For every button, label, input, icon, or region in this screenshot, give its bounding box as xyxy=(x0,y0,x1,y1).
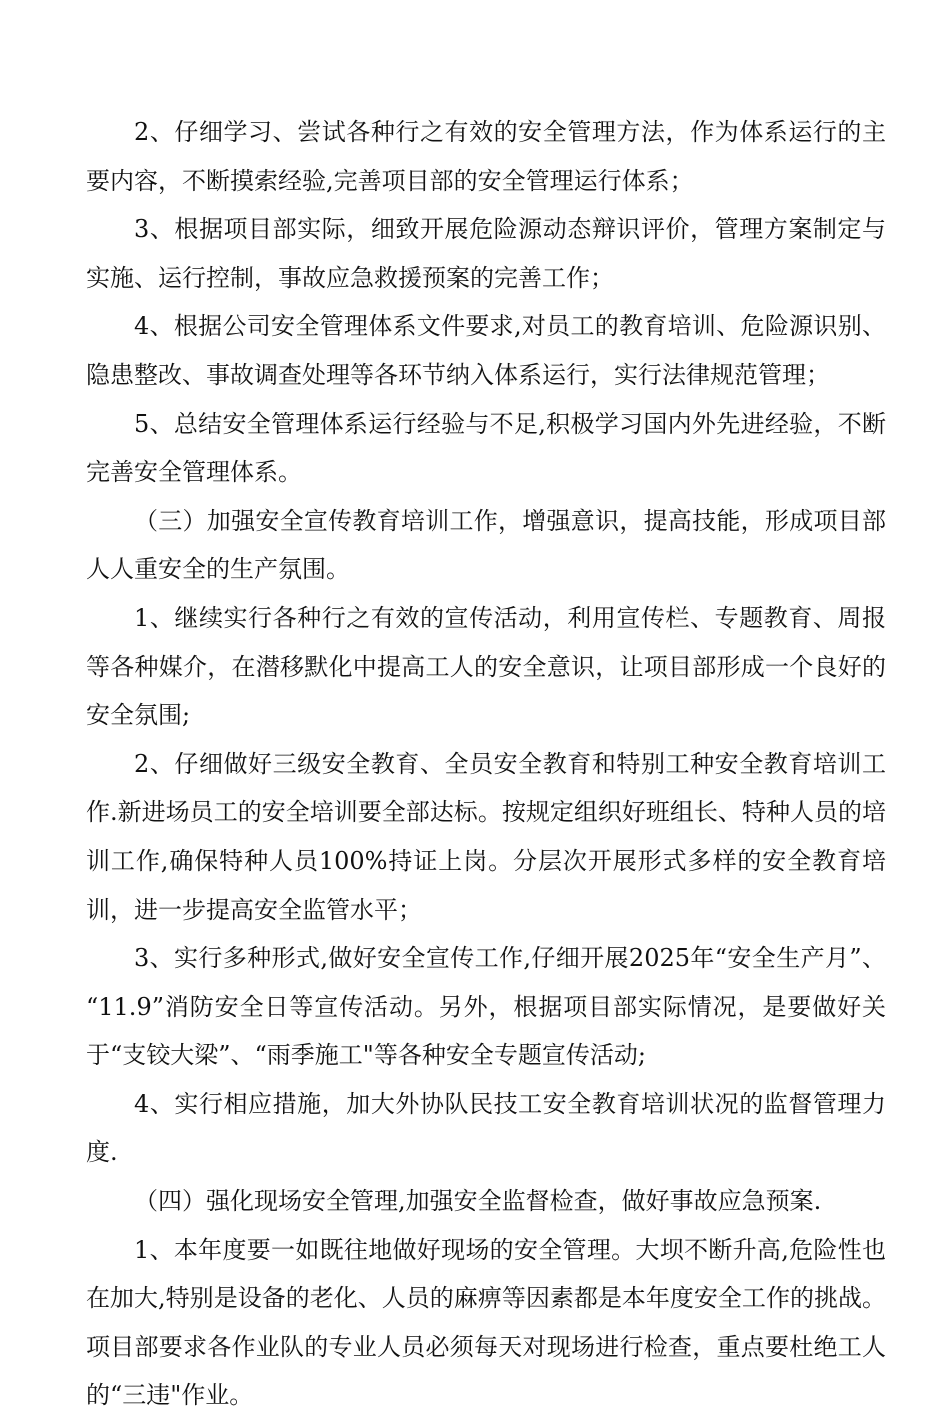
paragraph-item-4-external-team-supervision: 4、实行相应措施，加大外协队民技工安全教育培训状况的监督管理力度. xyxy=(86,1089,886,1167)
paragraph-item-1-publicity-activities: 1、继续实行各种行之有效的宣传活动，利用宣传栏、专题教育、周报等各种媒介，在潜移默化中提高工人的安全意识，让项目部形成一个良好的安全氛围; xyxy=(86,603,886,730)
section-heading-4-site-management: （四）强化现场安全管理,加强安全监督检查，做好事故应急预案. xyxy=(134,1187,822,1216)
paragraph-item-2-three-level-education: 2、仔细做好三级安全教育、全员安全教育和特别工种安全教育培训工作.新进场员工的安全培训要全部达标。按规定组织好班组长、特种人员的培训工作,确保特种人员100%持证上岗。分层次开展形式多样的安全教育培训，进一步提高安全监管水平； xyxy=(86,749,886,924)
paragraph-item-5-summary-experience: 5、总结安全管理体系运行经验与不足,积极学习国内外先进经验，不断完善安全管理体系。 xyxy=(86,409,886,487)
paragraph-item-4-training-and-rectification: 4、根据公司安全管理体系文件要求,对员工的教育培训、危险源识别、隐患整改、事故调查处理等各环节纳入体系运行，实行法律规范管理； xyxy=(86,312,886,389)
paragraph-item-3-hazard-identification: 3、根据项目部实际，细致开展危险源动态辩识评价，管理方案制定与实施、运行控制，事故应急救援预案的完善工作； xyxy=(86,215,886,292)
paragraph-item-3-safety-month: 3、实行多种形式,做好安全宣传工作,仔细开展2025年“安全生产月”、 “11.9”消防安全日等宣传活动。另外，根据项目部实际情况，是要做好关于“支铰大梁”、“雨季施工"等各种安全专题宣传活动; xyxy=(86,944,886,1070)
document-body xyxy=(86,108,886,1420)
paragraph-item-1-site-inspection: 1、本年度要一如既往地做好现场的安全管理。大坝不断升高,危险性也在加大,特别是设备的老化、人员的麻痹等因素都是本年度安全工作的挑战。项目部要求各作业队的专业人员必须每天对现场进行检查，重点要杜绝工人的“三违"作业。 xyxy=(86,1235,886,1410)
section-heading-3-publicity-training: （三）加强安全宣传教育培训工作，增强意识，提高技能，形成项目部人人重安全的生产氛围。 xyxy=(86,506,886,584)
paragraph-item-2-safety-methods: 2、仔细学习、尝试各种行之有效的安全管理方法，作为体系运行的主要内容，不断摸索经验,完善项目部的安全管理运行体系； xyxy=(86,118,886,195)
